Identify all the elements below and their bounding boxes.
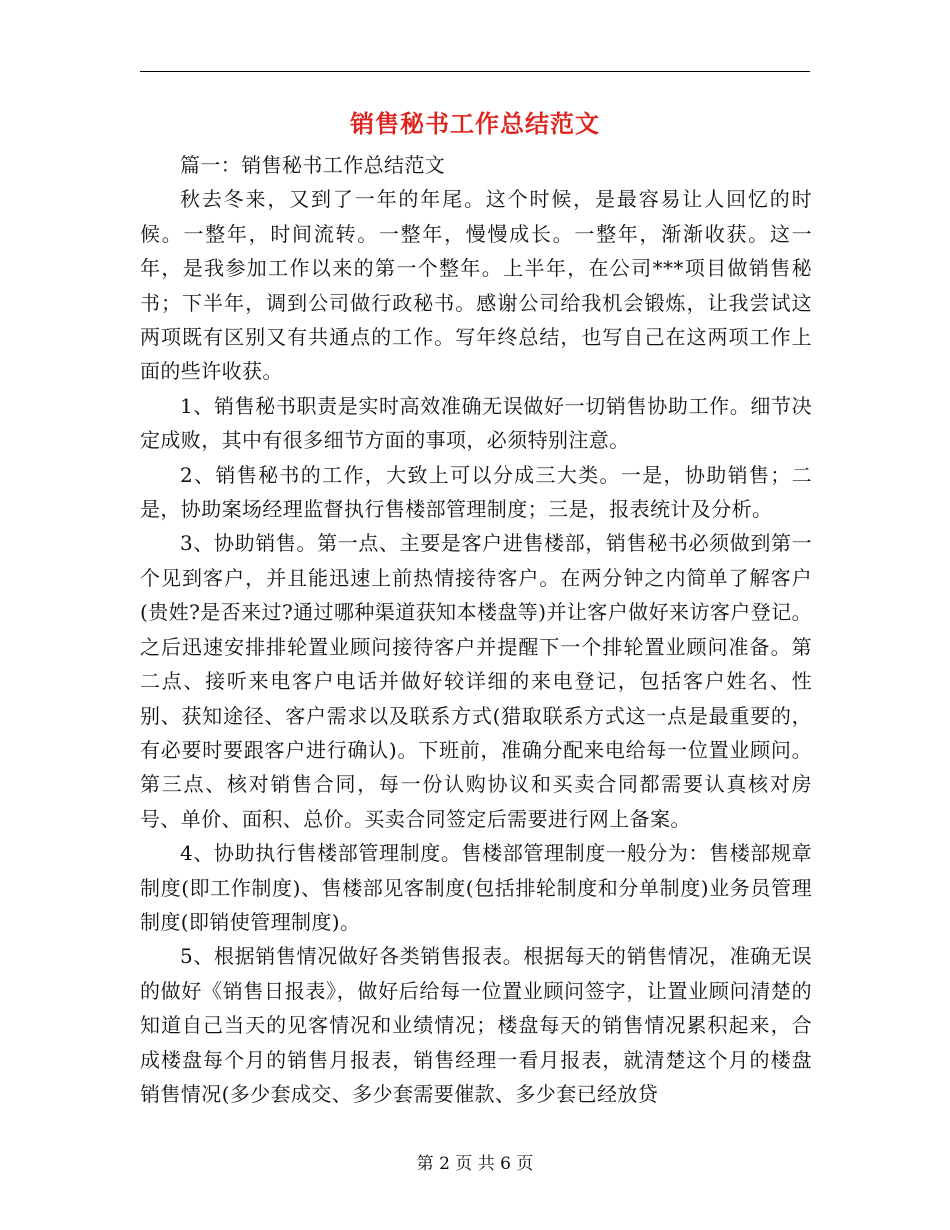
page-number: 第 2 页 共 6 页 — [416, 1154, 534, 1174]
section-heading: 篇一：销售秘书工作总结范文 — [180, 153, 446, 177]
paragraph-item-3: 3、协助销售。第一点、主要是客户进售楼部，销售秘书必须做到第一个见到客户，并且能迅速上前热情接待客户。在两分钟之内简单了解客户(贵姓?是否来过?通过哪种渠道获知本楼盘等)并让客户做好来访客户登记。之后迅速安排排轮置业顾问接待客户并提醒下一个排轮置业顾问准备。第二点、接听来电客户电话并做好较详细的来电登记，包括客户姓名、性别、获知途径、客户需求以及联系方式(猎取联系方式这一点是最重要的，有必要时要跟客户进行确认)。下班前，准确分配来电给每一位置业顾问。第三点、核对销售合同，每一份认购协议和买卖合同都需要认真核对房号、单价、面积、总价。买卖合同签定后需要进行网上备案。 — [140, 531, 812, 831]
paragraph-item-4: 4、协助执行售楼部管理制度。售楼部管理制度一般分为：售楼部规章制度(即工作制度)、售楼部见客制度(包括排轮制度和分单制度)业务员管理制度(即销使管理制度)。 — [140, 841, 812, 934]
paragraph-item-5: 5、根据销售情况做好各类销售报表。根据每天的销售情况，准确无误的做好《销售日报表》，做好后给每一位置业顾问签字，让置业顾问清楚的知道自己当天的见客情况和业绩情况；楼盘每天的销售情况累积起来，合成楼盘每个月的销售月报表，销售经理一看月报表，就清楚这个月的楼盘销售情况(多少套成交、多少套需要催款、多少套已经放贷 — [140, 944, 812, 1106]
intro-paragraph: 秋去冬来，又到了一年的年尾。这个时候，是最容易让人回忆的时候。一整年，时间流转。一整年，慢慢成长。一整年，渐渐收获。这一年，是我参加工作以来的第一个整年。上半年，在公司***项目做销售秘书；下半年，调到公司做行政秘书。感谢公司给我机会锻炼，让我尝试这两项既有区别又有共通点的工作。写年终总结，也写自己在这两项工作上面的些许收获。 — [140, 187, 812, 384]
paragraph-item-2: 2、销售秘书的工作，大致上可以分成三大类。一是，协助销售；二是，协助案场经理监督执行售楼部管理制度；三是，报表统计及分析。 — [140, 462, 812, 522]
header-rule — [140, 71, 810, 72]
document-title: 销售秘书工作总结范文 — [350, 109, 600, 138]
paragraph-item-1: 1、销售秘书职责是实时高效准确无误做好一切销售协助工作。细节决定成败，其中有很多细节方面的事项，必须特别注意。 — [140, 393, 812, 453]
document-body — [140, 148, 812, 1111]
